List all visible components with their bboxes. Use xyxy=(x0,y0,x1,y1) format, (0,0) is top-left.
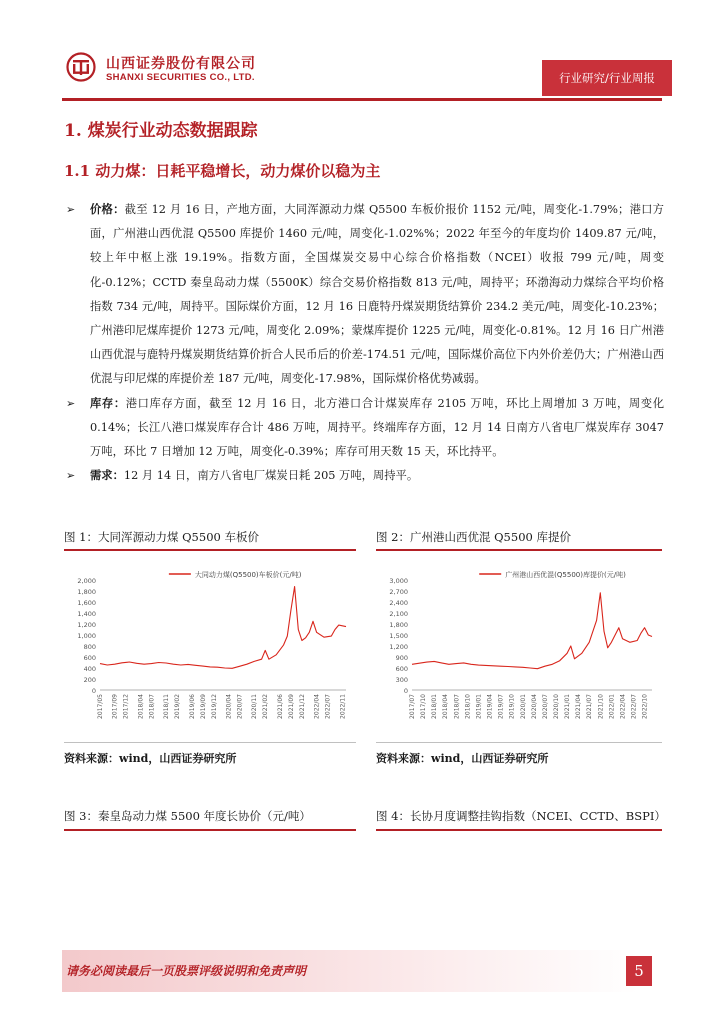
figure-1-caption xyxy=(64,529,259,545)
x-tick-label: 2021/07 xyxy=(586,694,594,719)
figure-2-top-rule xyxy=(376,549,662,551)
x-tick-label: 2020/07 xyxy=(541,694,549,719)
page-number: 5 xyxy=(626,956,652,986)
bullet-text: 截至 12 月 16 日，产地方面，大同浑源动力煤 Q5500 车板价报价 1152 元/吨，周变化-1.79%；港口方面，广州港山西优混 Q5500 库提价 1460 元/吨，周变化-1.02%%；2022 年至今的年度均价 1409.87 元/吨，较上年中枢上涨 19.19%。指数方面，全国煤炭交易中心综合价格指数（NCEI）收报 799 元/吨，周变化-0.12%；CCTD 秦皇岛动力煤（5500K）综合交易价格指数 813 元/吨，周持平；环渤海动力煤综合平均价格指数 734 元/吨，周持平。国际煤价方面，12 月 16 日鹿特丹煤炭期货结算价 234.2 美元/吨，周变化-10.23%；广州港印尼煤库提价 1273 元/吨，周变化 2.09%；蒙煤库提价 1225 元/吨，周变化-0.81%。12 月 16 日广州港山西优混与鹿特丹煤炭期货结算价折合人民币后的价差-174.51 元/吨，国际煤价高位下内外价差仍大；广州港山西优混与印尼煤的库提价差 187 元/吨，周变化-17.98%，国际煤价格优势减弱。 xyxy=(90,203,664,386)
y-tick-label: 900 xyxy=(395,654,408,662)
bullet-inventory xyxy=(64,392,664,465)
chart-datong-price xyxy=(64,558,356,740)
x-tick-label: 2020/10 xyxy=(553,694,560,719)
report-type-tag: 行业研究/行业周报 xyxy=(542,60,672,96)
y-tick-label: 600 xyxy=(83,654,96,662)
figure-1-source: 资料来源：wind，山西证券研究所 xyxy=(64,752,237,765)
series-line xyxy=(100,587,346,669)
shanxi-securities-logo-icon xyxy=(66,52,96,82)
bullet-label: 需求： xyxy=(90,469,124,483)
x-tick-label: 2019/01 xyxy=(475,694,483,719)
y-tick-label: 1,500 xyxy=(389,632,408,640)
y-tick-label: 2,400 xyxy=(389,599,408,607)
bullet-list xyxy=(64,198,664,488)
y-tick-label: 400 xyxy=(83,665,96,673)
bullet-arrow-icon: ➢ xyxy=(66,396,76,410)
x-tick-label: 2021/10 xyxy=(597,694,605,719)
figure-4-caption xyxy=(376,808,666,824)
x-tick-label: 2019/09 xyxy=(199,694,207,719)
x-tick-label: 2021/04 xyxy=(575,694,583,719)
bullet-text: 港口库存方面，截至 12 月 16 日，北方港口合计煤炭库存 2105 万吨，环比上周增加 3 万吨，周变化 0.14%；长江八港口煤炭库存合计 486 万吨，周持平。终端库存方面，12 月 14 日南方八省电厂煤炭库存 3047 万吨，环比 7 日增加 12 万吨，周变化-0.39%；库存可用天数 15 天，环比持平。 xyxy=(90,396,664,459)
figure-title: 图 4：长协月度调整挂钩指数（NCEI、CCTD、BSPI） xyxy=(376,809,666,823)
bullet-arrow-icon: ➢ xyxy=(66,469,76,483)
y-tick-label: 1,200 xyxy=(389,643,408,651)
x-tick-label: 2017/10 xyxy=(420,694,428,719)
x-tick-label: 2018/04 xyxy=(442,694,450,719)
x-tick-label: 2022/07 xyxy=(324,694,332,719)
x-tick-label: 2022/04 xyxy=(619,694,627,719)
figure-4-top-rule xyxy=(376,829,662,831)
y-tick-label: 1,000 xyxy=(77,632,96,640)
chart-svg xyxy=(64,558,356,740)
y-tick-label: 200 xyxy=(83,676,96,684)
x-tick-label: 2018/07 xyxy=(453,694,461,719)
x-tick-label: 2022/04 xyxy=(313,694,321,719)
figure-3-caption xyxy=(64,808,311,824)
x-tick-label: 2019/07 xyxy=(497,694,505,719)
figure-2-source: 资料来源：wind，山西证券研究所 xyxy=(376,752,549,765)
subsection-heading: 1.1 动力煤：日耗平稳增长，动力煤价以稳为主 xyxy=(64,162,381,180)
x-tick-label: 2021/01 xyxy=(564,694,572,719)
y-tick-label: 600 xyxy=(395,665,408,673)
bullet-demand xyxy=(64,464,664,488)
header-divider xyxy=(62,98,662,101)
x-tick-label: 2020/04 xyxy=(225,694,233,719)
x-tick-label: 2018/01 xyxy=(431,694,439,719)
bullet-arrow-icon: ➢ xyxy=(66,203,76,216)
x-tick-label: 2017/09 xyxy=(111,694,119,719)
figure-1-bottom-rule xyxy=(64,742,356,743)
y-tick-label: 800 xyxy=(83,643,96,651)
page-header xyxy=(0,0,724,100)
x-tick-label: 2021/02 xyxy=(262,694,270,719)
series-line xyxy=(412,593,652,669)
figure-2-bottom-rule xyxy=(376,742,662,743)
legend-label: 广州港山西优混(Q5500)库提价(元/吨) xyxy=(505,571,626,579)
x-tick-label: 2019/12 xyxy=(210,694,218,719)
y-tick-label: 1,800 xyxy=(77,588,96,596)
x-tick-label: 2018/10 xyxy=(464,694,472,719)
y-tick-label: 0 xyxy=(91,687,96,695)
figure-title: 图 3：秦皇岛动力煤 5500 年度长协价（元/吨） xyxy=(64,809,311,823)
figure-2-caption xyxy=(376,529,571,545)
figure-title: 图 2：广州港山西优混 Q5500 库提价 xyxy=(376,530,571,544)
x-tick-label: 2022/01 xyxy=(608,694,616,719)
x-tick-label: 2018/11 xyxy=(163,694,171,719)
y-tick-label: 2,000 xyxy=(77,577,96,585)
y-tick-label: 2,700 xyxy=(389,588,408,596)
bullet-price xyxy=(64,198,664,392)
y-tick-label: 300 xyxy=(395,676,408,684)
x-tick-label: 2018/07 xyxy=(148,694,156,719)
legend-label: 大同动力煤(Q5500)车板价(元/吨) xyxy=(194,571,302,579)
x-tick-label: 2017/07 xyxy=(409,694,416,719)
x-tick-label: 2018/04 xyxy=(137,694,145,719)
x-tick-label: 2022/11 xyxy=(339,694,347,719)
x-tick-label: 2021/06 xyxy=(276,694,284,719)
y-tick-label: 1,200 xyxy=(77,621,96,629)
y-tick-label: 1,600 xyxy=(77,599,96,607)
chart-guangzhou-price xyxy=(376,558,662,740)
y-tick-label: 0 xyxy=(403,687,408,695)
figure-title: 图 1：大同浑源动力煤 Q5500 车板价 xyxy=(64,530,259,544)
x-tick-label: 2019/04 xyxy=(486,694,494,719)
bullet-text: 12 月 14 日，南方八省电厂煤炭日耗 205 万吨，周持平。 xyxy=(123,469,419,483)
chart-svg xyxy=(376,558,662,740)
x-tick-label: 2019/02 xyxy=(174,694,182,719)
x-tick-label: 2020/11 xyxy=(251,694,259,719)
bullet-label: 价格： xyxy=(90,203,125,216)
figure-1-top-rule xyxy=(64,549,356,551)
y-tick-label: 3,000 xyxy=(389,577,408,585)
x-tick-label: 2019/10 xyxy=(508,694,516,719)
x-tick-label: 2017/05 xyxy=(97,694,104,719)
x-tick-label: 2022/07 xyxy=(630,694,638,719)
x-tick-label: 2020/04 xyxy=(530,694,538,719)
y-tick-label: 1,400 xyxy=(77,610,96,618)
section-heading: 1. 煤炭行业动态数据跟踪 xyxy=(64,121,258,141)
footer-disclaimer: 请务必阅读最后一页股票评级说明和免责声明 xyxy=(66,964,307,978)
x-tick-label: 2022/10 xyxy=(641,694,649,719)
x-tick-label: 2020/01 xyxy=(519,694,527,719)
bullet-label: 库存： xyxy=(90,396,126,410)
y-tick-label: 1,800 xyxy=(389,621,408,629)
x-tick-label: 2019/06 xyxy=(188,694,196,719)
y-tick-label: 2,100 xyxy=(389,610,408,618)
figure-3-top-rule xyxy=(64,829,356,831)
x-tick-label: 2017/12 xyxy=(122,694,130,719)
x-tick-label: 2021/12 xyxy=(298,694,306,719)
company-name-cn: 山西证券股份有限公司 xyxy=(106,56,256,72)
x-tick-label: 2021/09 xyxy=(287,694,295,719)
company-name-en: SHANXI SECURITIES CO., LTD. xyxy=(106,72,255,83)
x-tick-label: 2020/07 xyxy=(236,694,244,719)
